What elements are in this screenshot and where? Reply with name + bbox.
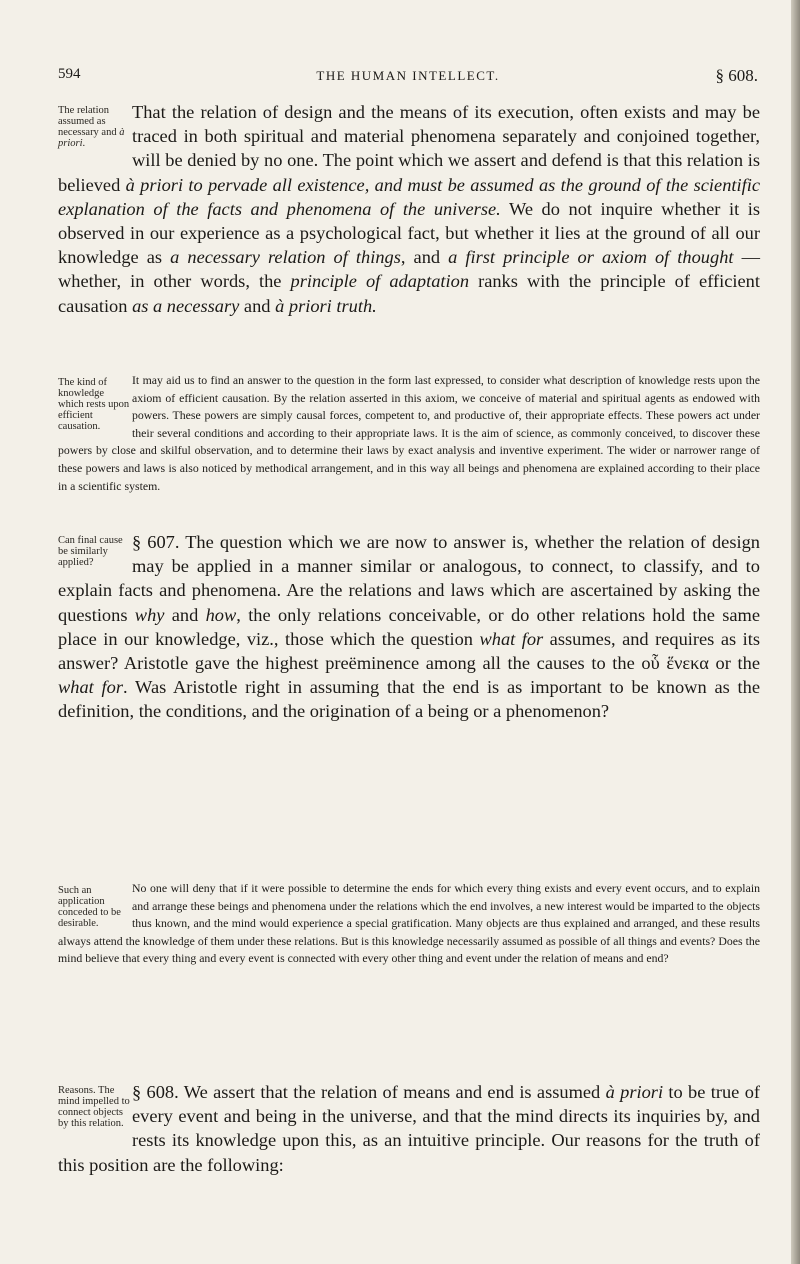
small-print-paragraph: It may aid us to find an answer to the question in the form last expressed, to consider what description of knowledge rests upon the axiom of efficient causation. By the relation asserted in this axiom, we conceive of material and spiritual agents as endowed with powers. These powers are simply causal forces, competent to, and productive of, their appropriate effects. These powers act under their several conditions and according to their appropriate laws. It is the aim of science, as commonly conceived, to discover these powers by close and skilful observation, and to determine their laws by exact analysis and inventive experiment. The wider or narrower range of these powers and laws is also noticed by methodical arrangement, and in this way all beings and phenomena are explained according to their place in a scientific system. (58, 373, 760, 493)
page-number: 594 (58, 66, 81, 82)
section-reference: § 608. (715, 66, 758, 85)
paragraph-block (58, 1080, 760, 1177)
note-block (58, 880, 760, 968)
paragraph-block (58, 530, 760, 724)
margin-note: The relation assumed as necessary and à priori. (58, 105, 125, 149)
paragraph: That the relation of design and the means of its execution, often exists and may be traced in both spiritual and material phenomena separately and conjoined together, will be denied by no one. The point which we assert and defend is that this relation is believed à priori to pervade all existence, and must be assumed as the ground of the scientific explanation of the facts and phenomena of the universe. We do not inquire whether it is observed in our experience as a psychological fact, but whether it lies at the ground of all our knowledge as a necessary relation of things, and a first principle or axiom of thought —whether, in other words, the principle of adaptation ranks with the principle of efficient causation as a necessary and à priori truth. (58, 102, 760, 316)
margin-note: Reasons. The mind impelled to connect objects by this relation. (58, 1085, 130, 1129)
running-title: THE HUMAN INTELLECT. (316, 68, 500, 83)
margin-note: The kind of knowledge which rests upon efficient causation. (58, 377, 130, 432)
paragraph: § 607. The question which we are now to answer is, whether the relation of design may be applied in a manner similar or analogous, to connect, to classify, and to explain facts and phenomena. Are the relations and laws which are ascertained by asking the questions why and how, the only relations conceivable, or do other relations hold the same place in our knowledge, viz., those which the question what for assumes, and requires as its answer? Aristotle gave the highest preëminence among all the causes to the οὗ ἕνεκα or the what for. Was Aristotle right in assuming that the end is as important to be known as the definition, the conditions, and the origination of a being or a phenomenon? (58, 532, 761, 722)
margin-note: Such an application conceded to be desirable. (58, 885, 121, 929)
paragraph: § 608. We assert that the relation of means and end is assumed à priori to be true of every event and being in the universe, and that the mind directs its inquiries by, and rests its knowledge upon this, as an intuitive principle. Our reasons for the truth of this position are the following: (58, 1082, 761, 1175)
margin-note: Can final cause be similarly applied? (58, 535, 123, 568)
page-header (58, 66, 758, 90)
page-edge (791, 0, 800, 1264)
note-block (58, 372, 760, 495)
small-print-paragraph: No one will deny that if it were possible to determine the ends for which every thing exists and every event occurs, and to explain and arrange these beings and phenomena under the relations which the end involves, a new interest would be imparted to the objects thus known, and the mind would experience a special gratification. Many objects are thus explained and arranged, and these results always attend the knowledge of them under these relations. But is this knowledge necessarily assumed as possible of all things and events? Does the mind believe that every thing and every event is connected with every other thing and event under the relation of means and end? (58, 881, 760, 966)
paragraph-block (58, 100, 760, 318)
